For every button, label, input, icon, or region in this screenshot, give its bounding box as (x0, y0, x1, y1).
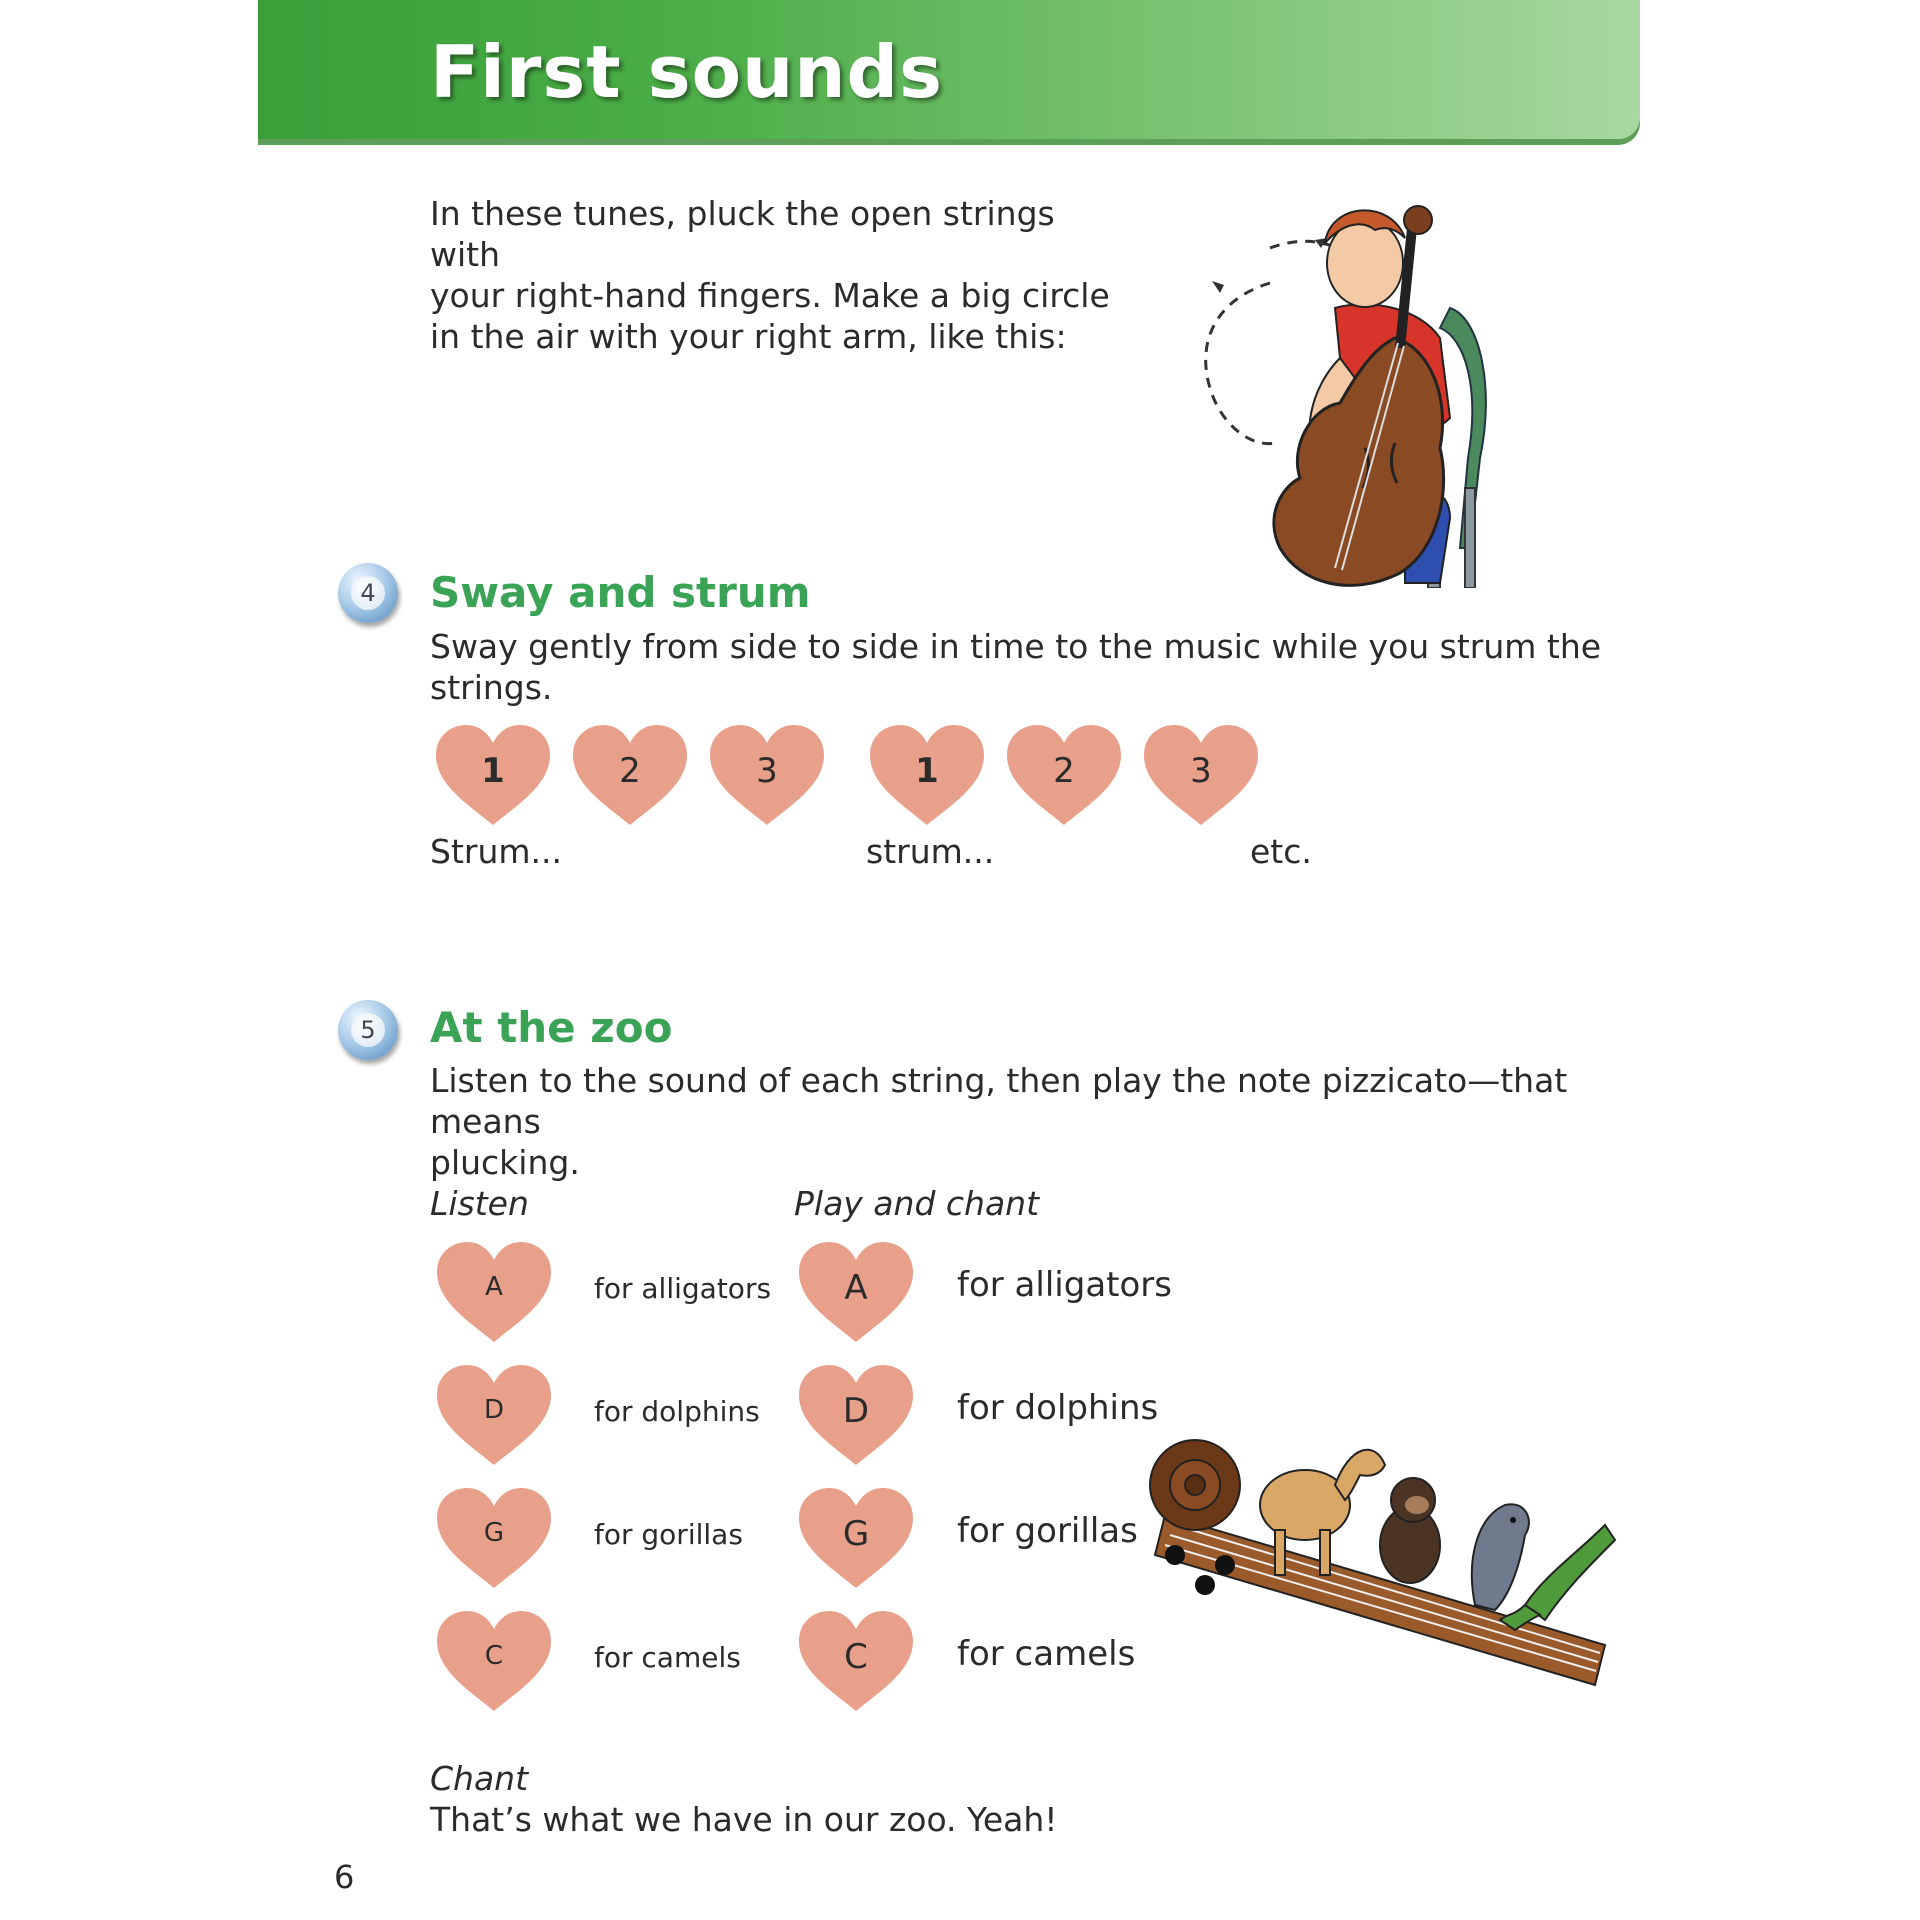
beat-heart (868, 723, 986, 827)
note-text: for alligators (957, 1265, 1172, 1305)
note-text: for dolphins (594, 1395, 760, 1428)
play-and-chant-heading: Play and chant (794, 1184, 1040, 1223)
note-text: for camels (594, 1641, 741, 1674)
section-title-sway-and-strum: Sway and strum (430, 568, 811, 617)
beat-heart (1005, 723, 1123, 827)
description-line: Listen to the sound of each string, then play the note pizzicato—that means (430, 1061, 1568, 1141)
note-text: for alligators (594, 1272, 772, 1305)
strum-label: strum... (866, 832, 995, 871)
note-letter: C (484, 1641, 504, 1671)
note-letter: D (842, 1391, 870, 1431)
note-text: for camels (957, 1634, 1136, 1674)
beat-number: 2 (1053, 751, 1075, 791)
note-letter: C (844, 1637, 868, 1677)
section-description (430, 1060, 1670, 1183)
note-letter: G (483, 1518, 505, 1548)
note-heart (797, 1609, 915, 1713)
note-text: for gorillas (594, 1518, 743, 1551)
note-heart (435, 1609, 553, 1713)
chant-heading: Chant (430, 1759, 529, 1798)
page-number: 6 (334, 1858, 355, 1896)
etc-label: etc. (1250, 832, 1312, 871)
note-heart (435, 1240, 553, 1344)
section-description: Sway gently from side to side in time to the music while you strum the strings. (430, 627, 1602, 707)
intro-text (430, 193, 1110, 357)
zoo-animals-illustration (1145, 1405, 1625, 1705)
beat-heart (434, 723, 552, 827)
page-title: First sounds (430, 30, 943, 114)
track-number: 5 (351, 1013, 385, 1047)
listen-heading: Listen (430, 1184, 529, 1223)
note-text: for gorillas (957, 1511, 1138, 1551)
note-heart (435, 1363, 553, 1467)
note-heart (797, 1240, 915, 1344)
strum-label: Strum... (430, 832, 562, 871)
intro-line: In these tunes, pluck the open strings with (430, 194, 1055, 274)
chant-text: That’s what we have in our zoo. Yeah! (430, 1800, 1058, 1839)
cellist-illustration (1150, 188, 1520, 588)
beat-heart (708, 723, 826, 827)
intro-line: in the air with your right arm, like this: (430, 317, 1067, 356)
intro-line: your right-hand fingers. Make a big circle (430, 276, 1110, 315)
beat-heart (1142, 723, 1260, 827)
beat-heart (571, 723, 689, 827)
track-number: 4 (351, 576, 385, 610)
beat-number: 1 (915, 751, 939, 791)
note-heart (797, 1363, 915, 1467)
section-title-at-the-zoo: At the zoo (430, 1003, 673, 1052)
description-line: plucking. (430, 1143, 580, 1182)
note-letter: A (485, 1272, 503, 1302)
note-text: for dolphins (957, 1388, 1159, 1428)
beat-number: 1 (481, 751, 505, 791)
track-badge-5 (338, 1000, 398, 1060)
note-letter: G (842, 1514, 870, 1554)
beat-number: 2 (619, 751, 641, 791)
note-letter: D (483, 1395, 505, 1425)
beat-number: 3 (756, 751, 778, 791)
note-heart (435, 1486, 553, 1590)
note-heart (797, 1486, 915, 1590)
track-badge-4 (338, 563, 398, 623)
note-letter: A (844, 1268, 868, 1308)
beat-number: 3 (1190, 751, 1212, 791)
